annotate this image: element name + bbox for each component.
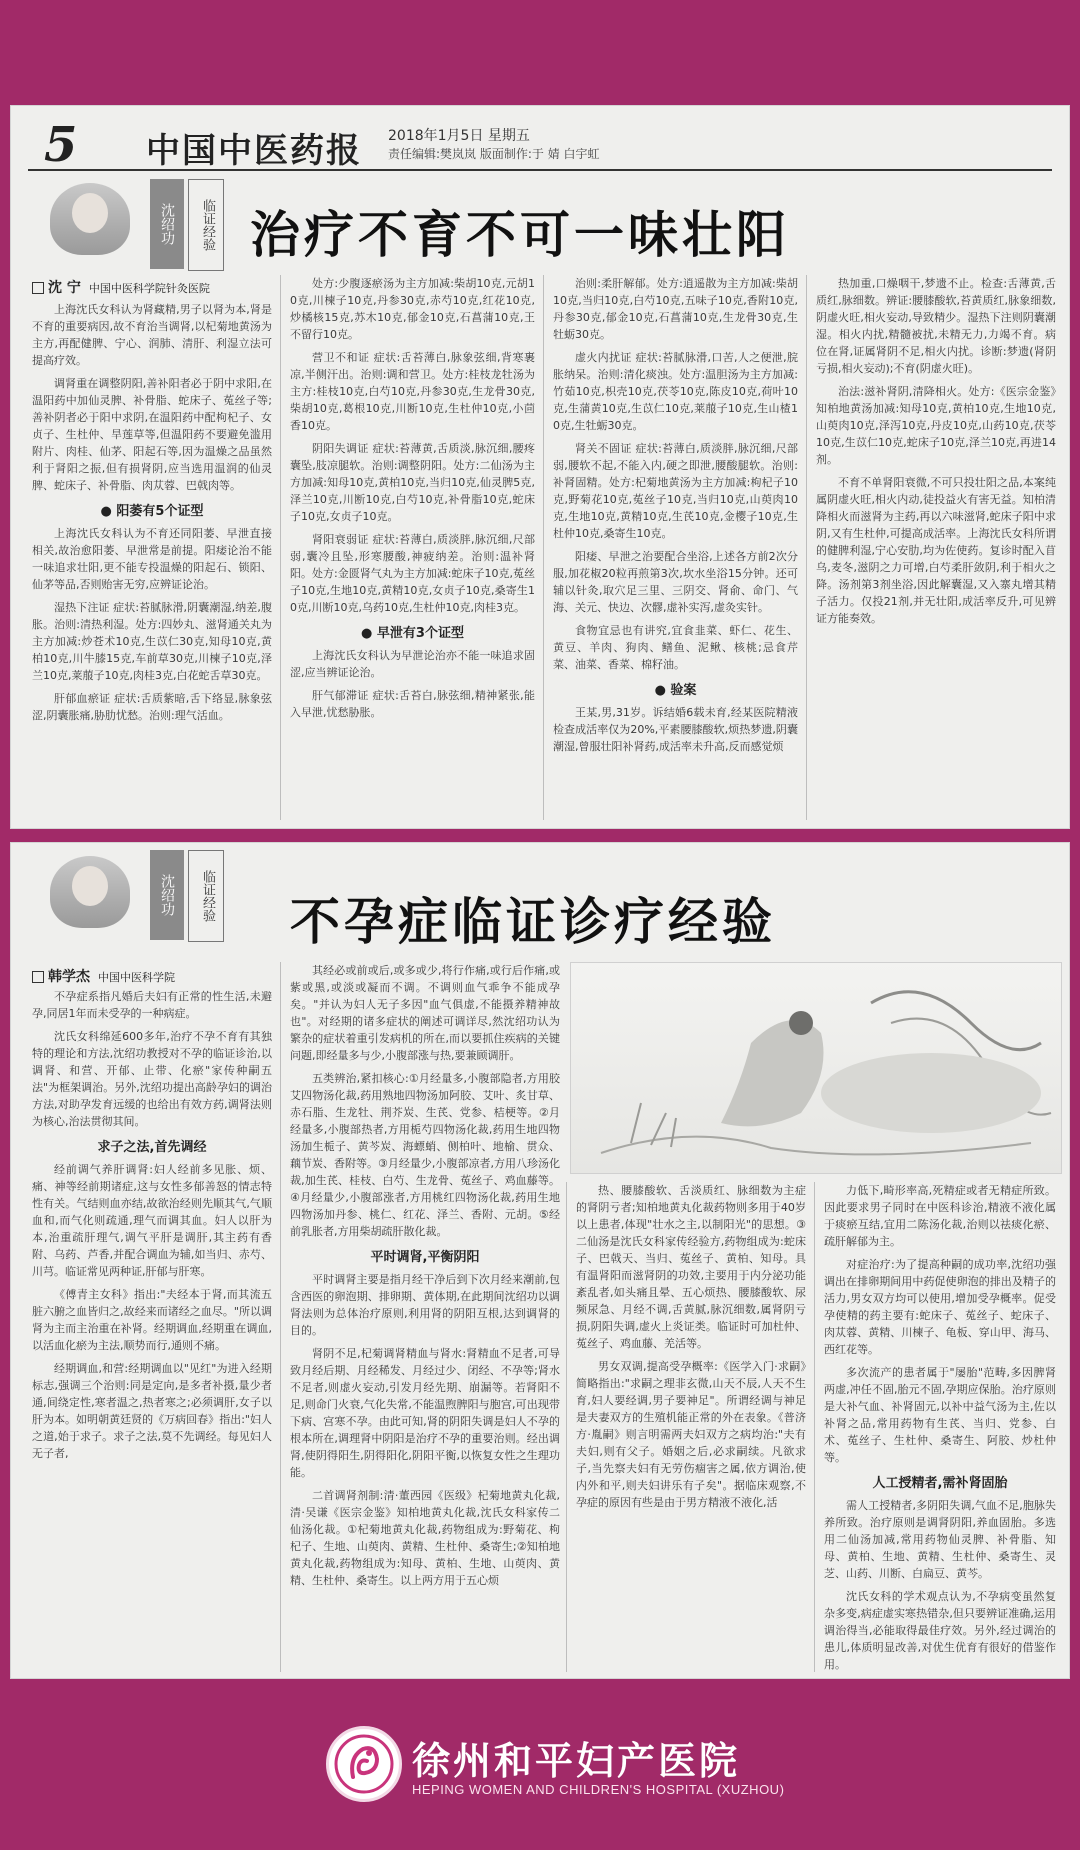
paragraph: 其经必或前或后,或多或少,将行作痛,或行后作痛,或紫或黑,或淡或凝而不调。不调则血气乖争不能成孕矣。"并认为妇人无子多因"血气俱虚,不能摄养精神故也"。对经期的诸多症状的阐述可调详尽,然沈绍功认为繁杂的症状着重引发病机的所在,而以要抓住疾病的关键问题,即经量多与少,小腹部涨与热,要兼顾调肝。 (290, 964, 560, 1062)
masthead (28, 117, 1052, 171)
paragraph: 虚火内扰证 症状:苔腻脉滑,口苦,人之便泄,脘胀纳呆。治则:清化痰浊。处方:温胆汤为主方加减:竹茹10克,枳壳10克,茯苓10克,陈皮10克,荷叶10克,生蒲黄10克,生苡仁10克,莱菔子10克,生山楂10克,生牡蛎30克。 (553, 351, 798, 432)
paragraph: 处方:少腹逐瘀汤为主方加减:柴胡10克,元胡10克,川楝子10克,丹参30克,赤芍10克,红花10克,炒橘核15克,苏木10克,郁金10克,石菖蒲10克,王不留行10克。 (290, 277, 535, 341)
hospital-name-cn: 徐州和平妇产医院 (412, 1739, 741, 1783)
byline-box (32, 282, 44, 294)
paragraph: 上海沈氏女科认为肾藏精,男子以肾为本,肾是不育的重要病因,故不育治当调肾,以杞菊地黄汤为主方,再配健脾、宁心、润肺、清肝、利湿立法可提高疗效。 (32, 303, 272, 367)
lady-painting-illustration (571, 963, 1061, 1173)
byline (32, 277, 210, 297)
column-divider (280, 962, 281, 1672)
column-divider (814, 1182, 815, 1672)
paragraph: 需人工授精者,多阴阳失调,气血不足,胞脉失养所致。治疗原则是调肾阴阳,养血固胎。多选用二仙汤加减,常用药物仙灵脾、补骨脂、知母、黄柏、生地、黄精、生杜仲、桑寄生、灵芝、山药、川断、白扁豆、黄芩。 (824, 1499, 1056, 1580)
paragraph: 肝郁血瘀证 症状:舌质紫暗,舌下络显,脉象弦涩,阴囊胀痛,胁肋忧愁。治则:理气活血。 (32, 692, 272, 722)
article-column-2 (290, 962, 560, 1672)
paragraph: 调肾重在调整阴阳,善补阳者必于阴中求阳,在温阳药中加仙灵脾、补骨脂、蛇床子、菟丝子等;善补阴者必于阳中求阴,在温阳药中配枸杞子、女贞子、生杜仲、旱莲草等,但温阳药不要避免滥用附片、肉桂、仙茅、阳起石等,因为温燥之品虽然利于肾阳之振,但有损肾阴,应当选用温润的仙灵脾、蛇床子、补骨脂、肉苁蓉、巴戟肉等。 (32, 377, 272, 492)
author-portrait (50, 183, 130, 255)
paper-name: 中国中医药报 (146, 131, 362, 171)
column-tag: 临证经验 (188, 179, 224, 271)
paragraph: 营卫不和证 症状:舌苔薄白,脉象弦细,背寒裹凉,半侧汗出。治则:调和营卫。处方:桂枝龙牡汤为主方:桂枝10克,白芍10克,丹参30克,生龙骨30克,柴胡10克,葛根10克,川断10克,生杜仲10克,小茴香10克。 (290, 351, 535, 432)
paragraph: 阳痿、早泄之治要配合坐浴,上述各方前2次分服,加花椒20粒再煎第3次,坎水坐浴15分钟。还可辅以针灸,取穴足三里、三阴交、肾俞、命门、气海、关元、快边、次髎,虚补实泻,虚灸实针。 (553, 550, 798, 614)
paragraph: 沈氏女科的学术观点认为,不孕病变虽然复杂多变,病症虚实寒热错杂,但只要辨证准确,运用调治得当,必能取得最佳疗效。另外,经过调治的患儿,体质明显改善,对优生优育有很好的借鉴作用。 (824, 1590, 1056, 1671)
paragraph: 治则:柔肝解郁。处方:逍遥散为主方加减:柴胡10克,当归10克,白芍10克,五味子10克,香附10克,丹参30克,郁金10克,石菖蒲10克,生龙骨30克,生牡蛎30克。 (553, 277, 798, 341)
issue-date: 2018年1月5日 星期五 (388, 128, 530, 144)
article-column-1 (32, 988, 272, 1672)
paragraph: 多次流产的患者属于"屡胎"范畴,多因脾肾两虚,冲任不固,胎元不固,孕期应保胎。治疗原则是大补气血、补肾固元,以补中益气汤为主,佐以补肾之品,常用药物有生芪、当归、党参、白术、菟丝子、生杜仲、桑寄生、阿胶、炒杜仲等。 (824, 1366, 1056, 1464)
column-tag: 临证经验 (188, 850, 224, 942)
paragraph: 五类辨治,紧扣核心:①月经量多,小腹部隐者,方用胶艾四物汤化裁,药用熟地四物汤加阿胶、艾叶、炙甘草、赤石脂、生龙牡、荆芥炭、生芪、党参、桔梗等。②月经量多,小腹部热者,方用栀芍四物汤化裁,药用生地四物汤加生栀子、黄芩炭、海螵蛸、侧柏叶、地榆、贯众、藕节炭、香附等。③月经量少,小腹部凉者,方用八珍汤化裁,加生芪、桂枝、白芍、生龙骨、菟丝子、鸡血藤等。④月经量少,小腹部涨者,方用桃红四物汤化裁,药用生地四物汤加丹参、桃仁、红花、泽兰、香附、元胡。⑤经前乳胀者,方用柴胡疏肝散化裁。 (290, 1072, 560, 1238)
newspaper-clipping-1 (10, 105, 1070, 829)
paragraph: 不孕症系指凡婚后夫妇有正常的性生活,未避孕,同居1年而未受孕的一种病症。 (32, 990, 272, 1020)
illustration-painting (570, 962, 1062, 1174)
section-heading: ● 验案 (654, 683, 697, 698)
paragraph: 湿热下注证 症状:苔腻脉滑,阴囊潮湿,纳差,腹胀。治则:清热利湿。处方:四妙丸、滋肾通关丸为主方加减:炒苍术10克,生苡仁30克,知母10克,黄柏10克,川牛膝15克,车前草30克,川楝子10克,泽兰10克,莱菔子10克,肉桂3克,白花蛇舌草30克。 (32, 601, 272, 682)
paragraph: 肝气郁滞证 症状:舌苔白,脉弦细,精神紧张,能入早泄,忧愁胁胀。 (290, 689, 535, 719)
column-tag-name: 沈绍功 (150, 179, 184, 269)
paragraph: 二首调肾剂制:清·董西园《医级》杞菊地黄丸化裁,清·吴谦《医宗金鉴》知柏地黄丸化裁,沈氏女科家传二仙汤化裁。①杞菊地黄丸化裁,药物组成为:野菊花、枸杞子、生地、山萸肉、黄精、生杜仲、桑寄生;②知柏地黄丸化裁,药物组成为:知母、黄柏、生地、山萸肉、黄精、生杜仲、桑寄生。以上两方用于五心烦 (290, 1489, 560, 1587)
paragraph: 肾阴不足,杞菊调肾精血与肾水:肾精血不足者,可导致月经后期、月经稀发、月经过少、闭经、不孕等;肾水不足者,则虚火妄动,引发月经先期、崩漏等。若肾阳不足,则命门火衰,气化失常,不能温煦脾阳与胞宫,可出现带下病、宫寒不孕。由此可知,肾的阴阳失调是妇人不孕的根本所在,调理肾中阴阳是治疗不孕的重要治则。经出调肾,使阴得阳生,阴得阳化,阴阳平衡,以恢复女性之生理功能。 (290, 1347, 560, 1479)
paragraph: 上海沈氏女科认为早泄论治亦不能一味追求固涩,应当辨证论治。 (290, 649, 535, 679)
paragraph: 经前调气养肝调肾:妇人经前多见胀、烦、痛、神等经前期诸症,这与女性多郁善怒的情志特性有关。气结则血亦结,故欲治经则先顺其气,气顺血和,而气化则疏通,理气而调其血。妇人以肝为本,治重疏肝理气,调气平肝是调肝,其主药有香附、乌药、芦香,并配合调血为辅,如当归、赤芍、川芎。临证常见两种证,肝郁与肝寒。 (32, 1163, 272, 1278)
section-heading: ● 早泄有3个证型 (361, 626, 464, 641)
newspaper-clipping-2 (10, 842, 1070, 1679)
section-heading: 求子之法,首先调经 (97, 1140, 207, 1155)
paragraph: 上海沈氏女科认为不育还同阳萎、早泄直接相关,故治愈阳萎、早泄常是前提。阳痿论治不能一味追求壮阳,更不能专投温燥的阳起石、锁阳、仙茅等品,否则贻害无穷,应辨证论治。 (32, 527, 272, 591)
author-portrait (50, 856, 130, 928)
paragraph: 热、腰膝酸软、舌淡质红、脉细数为主症的肾阴亏者;知柏地黄丸化裁药物则多用于40岁以上患者,体现"壮水之主,以制阳光"的思想。③二仙汤是沈氏女科家传经验方,药物组成为:蛇床子、巴戟天、当归、菟丝子、黄柏、知母。具有温肾阳而滋肾阴的功效,主要用于内分泌功能紊乱者,如头痛且晕、五心烦热、腰膝酸软、尿频尿急、月经不调,舌黄腻,脉沉细数,属肾阴亏损,阴阳失调,虚火上炎证类。临证时可加杜仲、菟丝子、鸡血藤、羌活等。 (576, 1184, 806, 1350)
top-band (0, 0, 1080, 100)
hospital-footer (0, 1690, 1080, 1850)
author-org: 中国中医科学院针灸医院 (88, 282, 210, 295)
article-headline: 不孕症临证诊疗经验 (290, 893, 776, 951)
byline (32, 966, 175, 986)
paragraph: 力低下,畸形率高,死精症或者无精症所致。因此要求男子同时在中医科诊治,精液不液化属于痰瘀互结,宜用二陈汤化裁,治则以祛痰化瘀、疏肝解郁为主。 (824, 1184, 1056, 1248)
article-column-4 (816, 275, 1056, 821)
paragraph: 不育不单肾阳衰微,不可只投壮阳之品,本案纯属阴虚火旺,相火内动,徒投益火有害无益。知柏清降相火而滋肾为主药,再以六味滋肾,蛇床子阳中求阴,又有生杜仲,可提高成活率。上海沈氏女科所谓的健脾利湿,宁心安肋,均为佐使药。复诊时配入苜乌,麦冬,滋阴之力可增,白芍柔肝敛阴,利于相火之降。汤剂第3剂坐浴,因此解囊湿,又入寨丸增其精子活力。仅投21剂,并无壮阳,成活率反升,可见辨证方能奏效。 (816, 476, 1056, 625)
section-heading: 平时调肾,平衡阴阳 (370, 1250, 480, 1265)
hospital-logo-icon (326, 1726, 402, 1802)
author-org: 中国中医科学院 (98, 971, 175, 984)
page-number: 5 (44, 117, 78, 173)
article-column-2 (290, 275, 535, 821)
column-tag-name: 沈绍功 (150, 850, 184, 940)
author-name: 沈 宁 (48, 280, 81, 296)
column-divider (280, 275, 281, 820)
author-name: 韩学杰 (48, 969, 90, 985)
paragraph: 治法:滋补肾阴,清降相火。处方:《医宗金鉴》知柏地黄汤加减:知母10克,黄柏10克,生地10克,山萸肉10克,泽泻10克,丹皮10克,山药10克,茯苓10克,生苡仁10克,蛇床子10克,泽兰10克,再进14剂。 (816, 385, 1056, 466)
article-column-3 (576, 1182, 806, 1672)
mother-child-logo-icon (329, 1729, 399, 1799)
section-heading: 人工授精者,需补肾固胎 (872, 1476, 1008, 1491)
hospital-name-en: HEPING WOMEN AND CHILDREN'S HOSPITAL (XUZHOU) (412, 1782, 785, 1797)
paragraph: 平时调肾主要是指月经干净后到下次月经来潮前,包含西医的卵泡期、排卵期、黄体期,在此期间沈绍功以调肾法则为总体治疗原则,利用肾的阴阳互根,达到调肾的目的。 (290, 1273, 560, 1337)
paragraph: 肾阳衰弱证 症状:苔薄白,质淡胖,脉沉细,尺部弱,囊冷且坠,形寒腰酸,神疲纳差。治则:温补肾阳。处方:金匮肾气丸为主方加减:蛇床子10克,菟丝子10克,生地10克,黄精10克,女贞子10克,桑寄生10克,川断10克,乌药10克,生杜仲10克,肉桂3克。 (290, 533, 535, 614)
article-headline: 治疗不育不可一味壮阳 (250, 206, 790, 264)
paragraph: 食物宜忌也有讲究,宜食韭菜、虾仁、花生、黄豆、羊肉、狗肉、鳝鱼、泥鳅、核桃;忌食芹菜、油菜、香菜、棉籽油。 (553, 624, 798, 671)
paragraph: 王某,男,31岁。诉结婚6载未育,经某医院精液检查成活率仅为20%,平素腰膝酸软,烦热梦遗,阴囊潮湿,曾服壮阳补肾药,成活率未升高,反而感觉烦 (553, 706, 798, 753)
paragraph: 经期调血,和营:经期调血以"见红"为进入经期标志,强调三个治则:同是定向,是多者补摄,量少者通,间绕定性,寒者温之,热者寒之;必须调肝,女子以肝为本。如明朝黄廷贤的《万病回春》指出:"妇人之道,始于求子。求子之法,莫不先调经。每见妇人无子者, (32, 1362, 272, 1460)
paragraph: 热加重,口燥咽干,梦遗不止。检查:舌薄黄,舌质红,脉细数。辨证:腰膝酸软,苔黄质红,脉象细数,阴虚火旺,相火妄动,导致精少。湿热下注则阴囊潮湿。相火内扰,精髓被扰,未精无力,力竭不育。病位在肾,证属肾阴不足,相火内扰。诊断:梦遗(肾阴亏损,相火妄动);不育(阴虚火旺)。 (816, 277, 1056, 375)
paragraph: 沈氏女科绵延600多年,治疗不孕不育有其独特的理论和方法,沈绍功教授对不孕的临证诊治,以调肾、和营、开郁、止带、化瘀"家传种嗣五法"为框架调治。另外,沈绍功提出高龄孕妇的调治方法,对助孕发育远缓的也给出有效方药,调肾法则为核心,治法贯彻其间。 (32, 1030, 272, 1128)
paragraph: 肾关不固证 症状:苔薄白,质淡胖,脉沉细,尺部弱,腰软不起,不能入内,硬之即泄,腰酸腿软。治则:补肾固精。处方:杞菊地黄汤为主方加减:枸杞子10克,野菊花10克,菟丝子10克,当归10克,山萸肉10克,生地10克,黄精10克,生芪10克,金樱子10克,生杜仲10克,桑寄生10克。 (553, 442, 798, 540)
paragraph: 男女双调,提高受孕概率:《医学入门·求嗣》简略指出:"求嗣之理非玄微,山天不辰,人天不生育,妇人要经调,男子要神足"。所谓经调与神足是夫妻双方的生殖机能正常的外在表象。《普济方·胤嗣》则言明需两夫妇双方之病均治:"夫有夫妇,则有父子。婚姻之后,必求嗣续。凡欲求子,当先察夫妇有无劳伤痼害之属,依方调治,使内外和平,则夫妇讲乐有子矣"。据临床观察,不孕症的原因有些是由于男方精液不液化,活 (576, 1360, 806, 1509)
column-divider (543, 275, 544, 820)
column-divider (806, 275, 807, 820)
article-column-3 (553, 275, 798, 821)
article-column-1 (32, 301, 272, 821)
paragraph: 对症治疗:为了提高种嗣的成功率,沈绍功强调出在排卵期间用中药促使卵泡的排出及精子的活力,男女双方均可以使用,增加受孕概率。促受孕使精的药主要有:蛇床子、菟丝子、蛇床子、肉苁蓉、黄精、川楝子、龟板、穿山甲、海马、西红花等。 (824, 1258, 1056, 1356)
paragraph: 阴阳失调证 症状:苔薄黄,舌质淡,脉沉细,腰疼囊坠,肢凉腿软。治则:调整阴阳。处方:二仙汤为主方加减:知母10克,黄柏10克,当归10克,仙灵脾5克,泽兰10克,川断10克,白芍10克,补骨脂10克,蛇床子10克,女贞子10克。 (290, 442, 535, 523)
paragraph: 《傅青主女科》指出:"夫经本于肾,而其流五脏六腑之血皆归之,故经来而诸经之血尽。"所以调肾为主而主治重在补肾。经期调血,经期重在调血,以活血化瘀为主法,顺势而行,通则不痛。 (32, 1288, 272, 1352)
editors: 责任编辑:樊岚岚 版面制作:于 婧 白宇虹 (388, 147, 600, 161)
column-divider (566, 1182, 567, 1672)
byline-box (32, 971, 44, 983)
article-column-4 (824, 1182, 1056, 1672)
section-heading: ● 阳萎有5个证型 (100, 504, 204, 519)
